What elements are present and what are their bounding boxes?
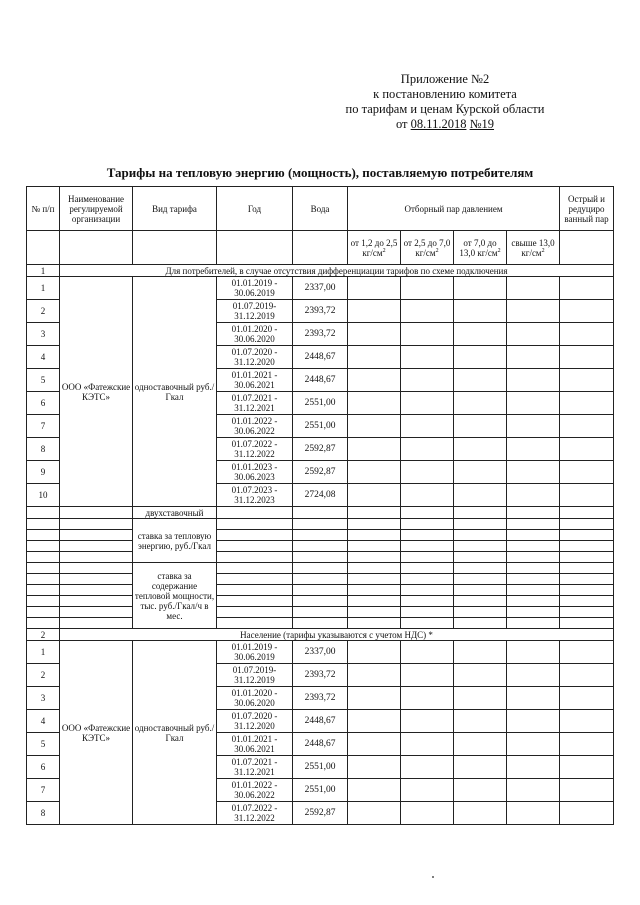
water-tariff-value: 2551,00 (293, 756, 348, 779)
two-part-row (27, 507, 614, 519)
pressure-1: от 1,2 до 2,5 $кг/см^2$ (348, 231, 401, 265)
period: 01.01.2021 - 30.06.2021 (217, 733, 293, 756)
header-steam: Отборный пар давлением (348, 187, 560, 231)
tariff-type-one-part: одноставочный руб./Гкал (133, 641, 217, 825)
section-row (27, 629, 614, 641)
organization-name: ООО «Фатежские КЭТС» (60, 641, 133, 825)
appendix-line-4 (300, 117, 590, 132)
pressure-4: свыше 13,0 $кг/см^2$ (507, 231, 560, 265)
two-part-row (27, 530, 614, 541)
row-number: 10 (27, 484, 60, 507)
pressure-3: от 7,0 до 13,0 $кг/см^2$ (454, 231, 507, 265)
header-year: Год (217, 187, 293, 231)
water-tariff-value: 2551,00 (293, 779, 348, 802)
period: 01.01.2022 - 30.06.2022 (217, 415, 293, 438)
row-number: 6 (27, 756, 60, 779)
header-row (27, 187, 614, 231)
water-tariff-value: 2448,67 (293, 346, 348, 369)
water-tariff-value: 2393,72 (293, 687, 348, 710)
water-tariff-value: 2393,72 (293, 323, 348, 346)
appendix-date-prefix: от (395, 117, 411, 131)
period: 01.07.2021 - 31.12.2021 (217, 392, 293, 415)
water-tariff-value: 2448,67 (293, 710, 348, 733)
appendix-line-2: к постановлению комитета (373, 87, 517, 101)
two-part-row (27, 607, 614, 618)
rate-capacity: ставка за содержание тепловой мощности, тыс. руб./Гкал/ч в мес. (133, 563, 217, 629)
water-tariff-value: 2592,87 (293, 802, 348, 825)
appendix-number: №19 (469, 117, 495, 131)
row-number: 4 (27, 346, 60, 369)
appendix-date: 08.11.2018 (410, 117, 467, 131)
water-tariff-value: 2337,00 (293, 641, 348, 664)
tariff-row (27, 277, 614, 300)
appendix-line-1: Приложение №2 (400, 72, 490, 86)
two-part-row (27, 618, 614, 629)
period: 01.07.2020 - 31.12.2020 (217, 710, 293, 733)
scan-dot (432, 876, 434, 878)
tariff-type-one-part: одноставочный руб./Гкал (133, 277, 217, 507)
row-number: 5 (27, 733, 60, 756)
water-tariff-value: 2393,72 (293, 300, 348, 323)
water-tariff-value: 2448,67 (293, 369, 348, 392)
period: 01.01.2019 - 30.06.2019 (217, 277, 293, 300)
row-number: 1 (27, 277, 60, 300)
water-tariff-value: 2592,87 (293, 461, 348, 484)
period: 01.01.2019 - 30.06.2019 (217, 641, 293, 664)
tariff-row (27, 641, 614, 664)
appendix-line-3: по тарифам и ценам Курской области (345, 102, 545, 116)
document-title: Тарифы на тепловую энергию (мощность), поставляемую потребителям (106, 165, 534, 180)
period: 01.01.2020 - 30.06.2020 (217, 687, 293, 710)
row-number: 8 (27, 802, 60, 825)
section-title: Население (тарифы указываются с учетом НДС) * (60, 629, 614, 641)
period: 01.07.2020 - 31.12.2020 (217, 346, 293, 369)
period: 01.01.2022 - 30.06.2022 (217, 779, 293, 802)
water-tariff-value: 2448,67 (293, 733, 348, 756)
row-number: 7 (27, 415, 60, 438)
organization-name: ООО «Фатежские КЭТС» (60, 277, 133, 507)
section-row (27, 265, 614, 277)
header-type: Вид тарифа (133, 187, 217, 231)
period: 01.07.2022 - 31.12.2022 (217, 438, 293, 461)
header-water: Вода (293, 187, 348, 231)
tariff-table (26, 186, 614, 825)
section-number: 1 (27, 265, 60, 277)
row-number: 9 (27, 461, 60, 484)
row-number: 1 (27, 641, 60, 664)
two-part-row (27, 596, 614, 607)
water-tariff-value: 2551,00 (293, 415, 348, 438)
header-org: Наименование регулируемой организации (60, 187, 133, 231)
water-tariff-value: 2551,00 (293, 392, 348, 415)
section-title: Для потребителей, в случае отсутствия дифференциации тарифов по схеме подключения (60, 265, 614, 277)
period: 01.07.2022 - 31.12.2022 (217, 802, 293, 825)
section-number: 2 (27, 629, 60, 641)
row-number: 3 (27, 323, 60, 346)
pressure-2: от 2,5 до 7,0 $кг/см^2$ (401, 231, 454, 265)
period: 01.07.2019- 31.12.2019 (217, 664, 293, 687)
row-number: 7 (27, 779, 60, 802)
row-number: 4 (27, 710, 60, 733)
water-tariff-value: 2337,00 (293, 277, 348, 300)
row-number: 3 (27, 687, 60, 710)
two-part-row (27, 541, 614, 552)
two-part-row (27, 585, 614, 596)
two-part-row (27, 552, 614, 563)
two-part-row (27, 519, 614, 530)
row-number: 2 (27, 664, 60, 687)
period: 01.01.2020 - 30.06.2020 (217, 323, 293, 346)
water-tariff-value: 2393,72 (293, 664, 348, 687)
period: 01.07.2023 - 31.12.2023 (217, 484, 293, 507)
rate-energy: ставка за тепловую энергию, руб./Гкал (133, 519, 217, 563)
tariff-type-two-part: двухставочный (133, 507, 217, 519)
water-tariff-value: 2724,08 (293, 484, 348, 507)
header-sharp-steam: Острый и редуциро ванный пар (560, 187, 614, 231)
period: 01.01.2021 - 30.06.2021 (217, 369, 293, 392)
row-number: 5 (27, 369, 60, 392)
row-number: 2 (27, 300, 60, 323)
period: 01.07.2019- 31.12.2019 (217, 300, 293, 323)
period: 01.07.2021 - 31.12.2021 (217, 756, 293, 779)
period: 01.01.2023 - 30.06.2023 (217, 461, 293, 484)
pressure-row (27, 231, 614, 265)
two-part-row (27, 563, 614, 574)
header-num: № п/п (27, 187, 60, 231)
row-number: 8 (27, 438, 60, 461)
row-number: 6 (27, 392, 60, 415)
appendix-block (300, 72, 590, 132)
water-tariff-value: 2592,87 (293, 438, 348, 461)
two-part-row (27, 574, 614, 585)
